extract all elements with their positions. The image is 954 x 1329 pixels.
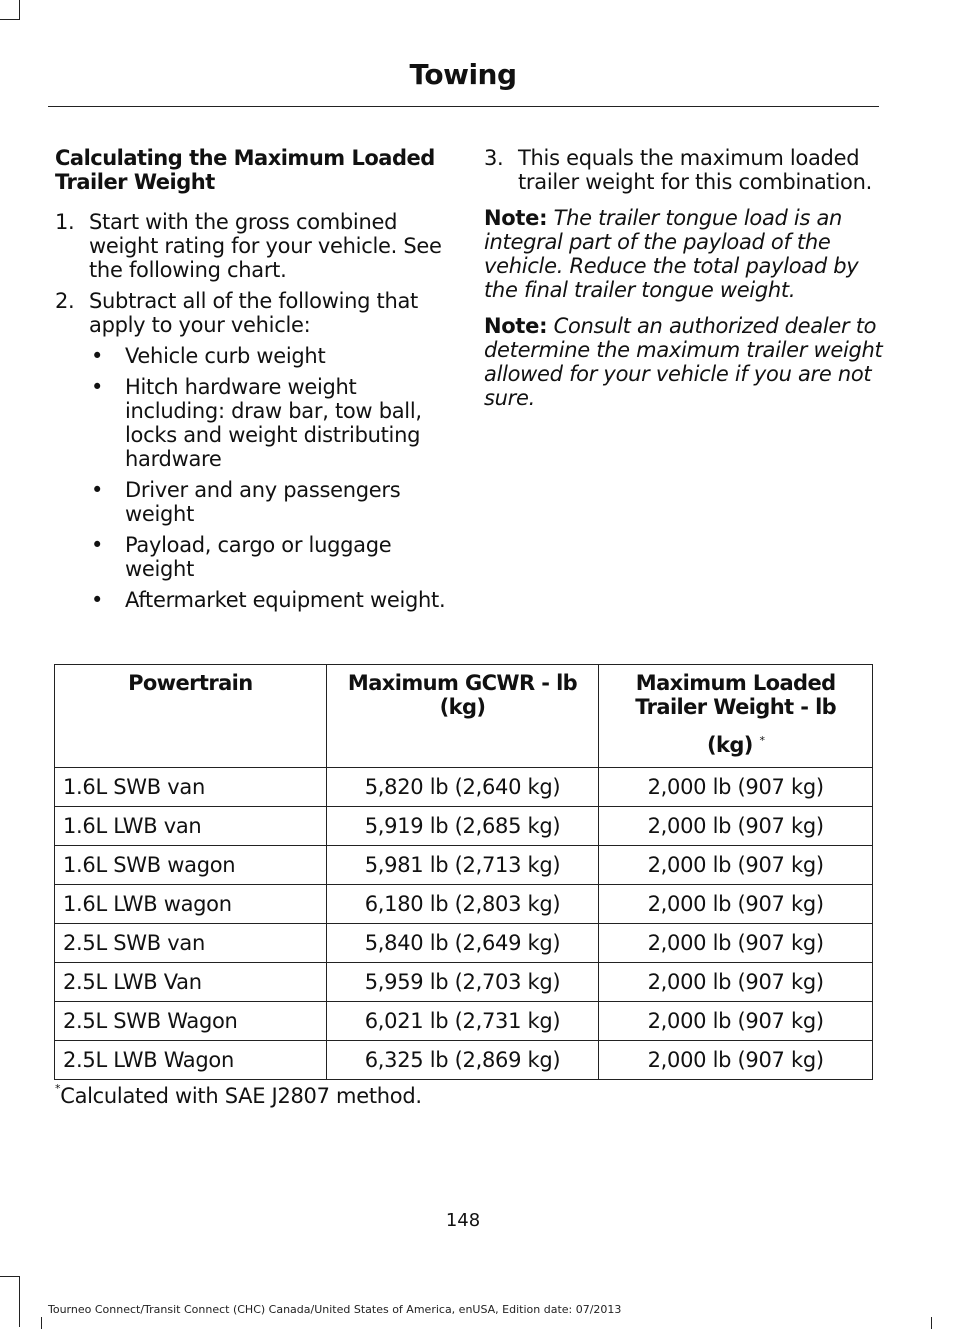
- bullet-item: [89, 344, 450, 368]
- cell-gcwr: 5,820 lb (2,640 kg): [326, 768, 599, 807]
- cell-powertrain: 1.6L SWB van: [55, 768, 327, 807]
- bullet-icon: •: [91, 533, 104, 557]
- cell-gcwr: 6,021 lb (2,731 kg): [326, 1002, 599, 1041]
- table-row: [55, 963, 873, 1002]
- page-title: Towing: [409, 58, 517, 91]
- header-powertrain: Powertrain: [55, 665, 327, 768]
- cell-trailer-weight: 2,000 lb (907 kg): [599, 768, 873, 807]
- table-row: [55, 846, 873, 885]
- step-item: [484, 146, 884, 194]
- header-gcwr: [326, 665, 599, 768]
- note-text: The trailer tongue load is an integral part of the payload of the vehicle. Reduce the total payload by the final trailer tongue weight.: [484, 206, 859, 302]
- crop-mark-bottom-right-tick: [931, 1317, 932, 1329]
- cell-gcwr: 6,180 lb (2,803 kg): [326, 885, 599, 924]
- cell-powertrain: 2.5L SWB Wagon: [55, 1002, 327, 1041]
- page-number: 148: [445, 1210, 481, 1231]
- step-item: [55, 289, 450, 619]
- footnote-text: Calculated with SAE J2807 method.: [60, 1084, 422, 1108]
- bullet-item: [89, 375, 450, 471]
- crop-mark-bottom-left-tick: [41, 1317, 42, 1329]
- bullet-icon: •: [91, 375, 104, 399]
- header-trailer-line2-wrap: [607, 729, 864, 757]
- table-row: [55, 807, 873, 846]
- note-text: Consult an authorized dealer to determine the maximum trailer weight allowed for your vehicle if you are not sure.: [484, 314, 883, 410]
- section-heading: Calculating the Maximum Loaded Trailer Weight: [55, 146, 435, 194]
- note-label: Note:: [484, 314, 548, 338]
- cell-powertrain: 1.6L LWB wagon: [55, 885, 327, 924]
- header-gcwr-line2: (kg): [439, 695, 486, 719]
- cell-powertrain: 1.6L SWB wagon: [55, 846, 327, 885]
- bullet-item: [89, 588, 450, 612]
- bullet-text: Vehicle curb weight: [125, 344, 326, 368]
- cell-trailer-weight: 2,000 lb (907 kg): [599, 1002, 873, 1041]
- cell-trailer-weight: 2,000 lb (907 kg): [599, 1041, 873, 1080]
- step-body: [89, 289, 450, 619]
- step-text: Start with the gross combined weight rating for your vehicle. See the following chart.: [89, 210, 442, 282]
- crop-mark-bottom-left-v: [19, 1277, 20, 1327]
- cell-powertrain: 2.5L SWB van: [55, 924, 327, 963]
- header-trailer-weight: [599, 665, 873, 768]
- table-row: [55, 768, 873, 807]
- table-header-row: [55, 665, 873, 768]
- header-trailer-line2: (kg): [706, 733, 753, 757]
- crop-mark-bottom-left-h: [0, 1276, 20, 1277]
- footnote-marker: *: [759, 734, 765, 747]
- table-footnote: [55, 1084, 422, 1108]
- bullet-item: [89, 478, 450, 526]
- step-text: Subtract all of the following that apply to your vehicle:: [89, 289, 418, 337]
- cell-powertrain: 2.5L LWB Van: [55, 963, 327, 1002]
- note-label: Note:: [484, 206, 548, 230]
- step-text: This equals the maximum loaded trailer weight for this combination.: [518, 146, 872, 194]
- cell-gcwr: 5,981 lb (2,713 kg): [326, 846, 599, 885]
- title-divider: [48, 106, 879, 107]
- steps-list: [55, 210, 450, 619]
- cell-powertrain: 2.5L LWB Wagon: [55, 1041, 327, 1080]
- bullet-icon: •: [91, 478, 104, 502]
- bullet-list: [89, 344, 450, 612]
- steps-list-continued: [484, 146, 884, 194]
- step-item: [55, 210, 450, 282]
- step-number: 1.: [55, 210, 75, 234]
- bullet-icon: •: [91, 344, 104, 368]
- edition-footer: Tourneo Connect/Transit Connect (CHC) Canada/United States of America, enUSA, Edition date: 07/2013: [48, 1303, 622, 1316]
- header-trailer-line1: Maximum Loaded Trailer Weight - lb: [635, 671, 837, 719]
- left-column: [55, 146, 450, 626]
- cell-gcwr: 5,959 lb (2,703 kg): [326, 963, 599, 1002]
- right-column: [484, 146, 884, 410]
- table-row: [55, 1041, 873, 1080]
- cell-trailer-weight: 2,000 lb (907 kg): [599, 807, 873, 846]
- bullet-text: Aftermarket equipment weight.: [125, 588, 446, 612]
- cell-trailer-weight: 2,000 lb (907 kg): [599, 963, 873, 1002]
- crop-mark-top-left-h: [0, 19, 20, 20]
- cell-trailer-weight: 2,000 lb (907 kg): [599, 885, 873, 924]
- note-dealer: [484, 314, 884, 410]
- bullet-text: Driver and any passengers weight: [125, 478, 401, 526]
- bullet-item: [89, 533, 450, 581]
- table-row: [55, 885, 873, 924]
- header-gcwr-line1: Maximum GCWR - lb: [347, 671, 578, 695]
- cell-gcwr: 5,919 lb (2,685 kg): [326, 807, 599, 846]
- towing-spec-table: [54, 664, 873, 1080]
- step-number: 3.: [484, 146, 504, 170]
- cell-trailer-weight: 2,000 lb (907 kg): [599, 846, 873, 885]
- footnote-marker: *: [55, 1082, 61, 1095]
- bullet-icon: •: [91, 588, 104, 612]
- step-number: 2.: [55, 289, 75, 313]
- bullet-text: Hitch hardware weight including: draw bar, tow ball, locks and weight distributing hardware: [125, 375, 422, 471]
- bullet-text: Payload, cargo or luggage weight: [125, 533, 392, 581]
- table-row: [55, 1002, 873, 1041]
- note-tongue-load: [484, 206, 884, 302]
- cell-gcwr: 6,325 lb (2,869 kg): [326, 1041, 599, 1080]
- cell-trailer-weight: 2,000 lb (907 kg): [599, 924, 873, 963]
- table-row: [55, 924, 873, 963]
- crop-mark-top-left-v: [19, 0, 20, 20]
- cell-gcwr: 5,840 lb (2,649 kg): [326, 924, 599, 963]
- cell-powertrain: 1.6L LWB van: [55, 807, 327, 846]
